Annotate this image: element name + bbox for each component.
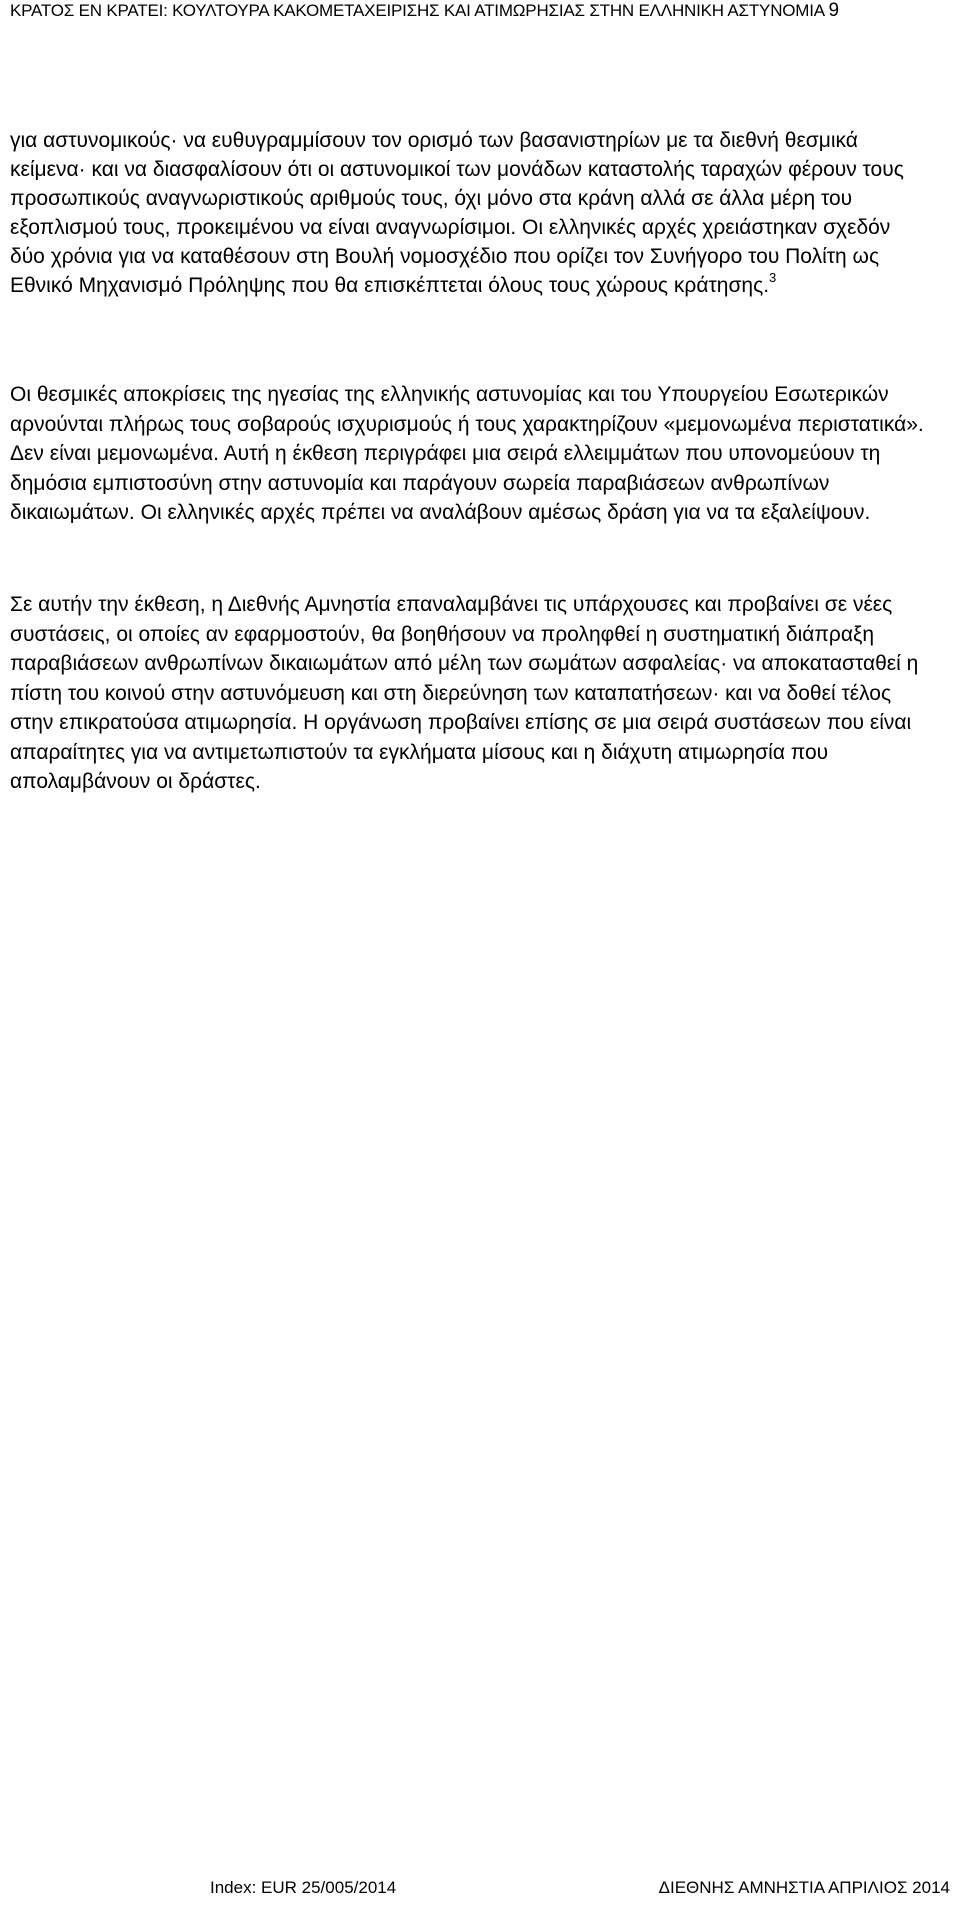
running-footer xyxy=(10,1877,950,1901)
page-number: 9 xyxy=(828,0,839,21)
paragraph-3-text: Σε αυτήν την έκθεση, η Διεθνής Αμνηστία επαναλαμβάνει τις υπάρχουσες και προβαίνει σε νέες συστάσεις, οι οποίες αν εφαρμοστούν, θα βοηθήσουν να προληφθεί η συστηματική διάπραξη παραβιάσεων ανθρωπίνων δικαιωμάτων από μέλη των σωμάτων ασφαλείας· να αποκατασταθεί η πίστη του κοινού στην αστυνόμευση και στη διερεύνηση των καταπατήσεων· και να δοθεί τέλος στην επικρατούσα ατιμωρησία. Η οργάνωση προβαίνει επίσης σε μια σειρά συστάσεων που είναι απαραίτητες για να αντιμετωπιστούν τα εγκλήματα μίσους και η διάχυτη ατιμωρησία που απολαμβάνουν οι δράστες. xyxy=(10,593,919,793)
paragraph-2-text: Οι θεσμικές αποκρίσεις της ηγεσίας της ελληνικής αστυνομίας και του Υπουργείου Εσωτερικών αρνούνται πλήρως τους σοβαρούς ισχυρισμούς ή τους χαρακτηρίζουν «μεμονωμένα περιστατικά». Δεν είναι μεμονωμένα. Αυτή η έκθεση περιγράφει μια σειρά ελλειμμάτων που υπονομεύουν τη δημόσια εμπιστοσύνη στην αστυνομία και παράγουν σωρεία παραβιάσεων ανθρωπίνων δικαιωμάτων. Οι ελληνικές αρχές πρέπει να αναλάβουν αμέσως δράση για να τα εξαλείψουν. xyxy=(10,383,924,524)
document-index: Index: EUR 25/005/2014 xyxy=(210,1878,397,1897)
body-paragraph-3 xyxy=(10,590,928,797)
report-title: ΚΡΑΤΟΣ ΕΝ ΚΡΑΤΕΙ: ΚΟΥΛΤΟΥΡΑ ΚΑΚΟΜΕΤΑΧΕΙΡΙΣΗΣ ΚΑΙ ΑΤΙΜΩΡΗΣΙΑΣ ΣΤΗΝ ΕΛΛΗΝΙΚΗ ΑΣΤΥΝΟΜΙΑ xyxy=(10,1,824,20)
running-header xyxy=(10,0,950,22)
body-paragraph-2 xyxy=(10,380,928,528)
footnote-reference[interactable]: 3 xyxy=(769,270,777,285)
paragraph-1-text: για αστυνομικούς· να ευθυγραμμίσουν τον ορισμό των βασανιστηρίων με τα διεθνή θεσμικά κείμενα· και να διασφαλίσουν ότι οι αστυνομικοί των μονάδων καταστολής ταραχών φέρουν τους προσωπικούς αναγνωριστικούς αριθμούς τους, όχι μόνο στα κράνη αλλά σε άλλα μέρη του εξοπλισμού τους, προκειμένου να είναι αναγνωρίσιμοι. Οι ελληνικές αρχές χρειάστηκαν σχεδόν δύο χρόνια για να καταθέσουν στη Βουλή νομοσχέδιο που ορίζει τον Συνήγορο του Πολίτη ως Εθνικό Μηχανισμό Πρόληψης που θα επισκέπτεται όλους τους χώρους κράτησης. xyxy=(10,129,904,297)
body-paragraph-1 xyxy=(10,126,928,300)
organisation-date: ΔΙΕΘΝΗΣ ΑΜΝΗΣΤΙΑ ΑΠΡΙΛΙΟΣ 2014 xyxy=(658,1878,950,1897)
